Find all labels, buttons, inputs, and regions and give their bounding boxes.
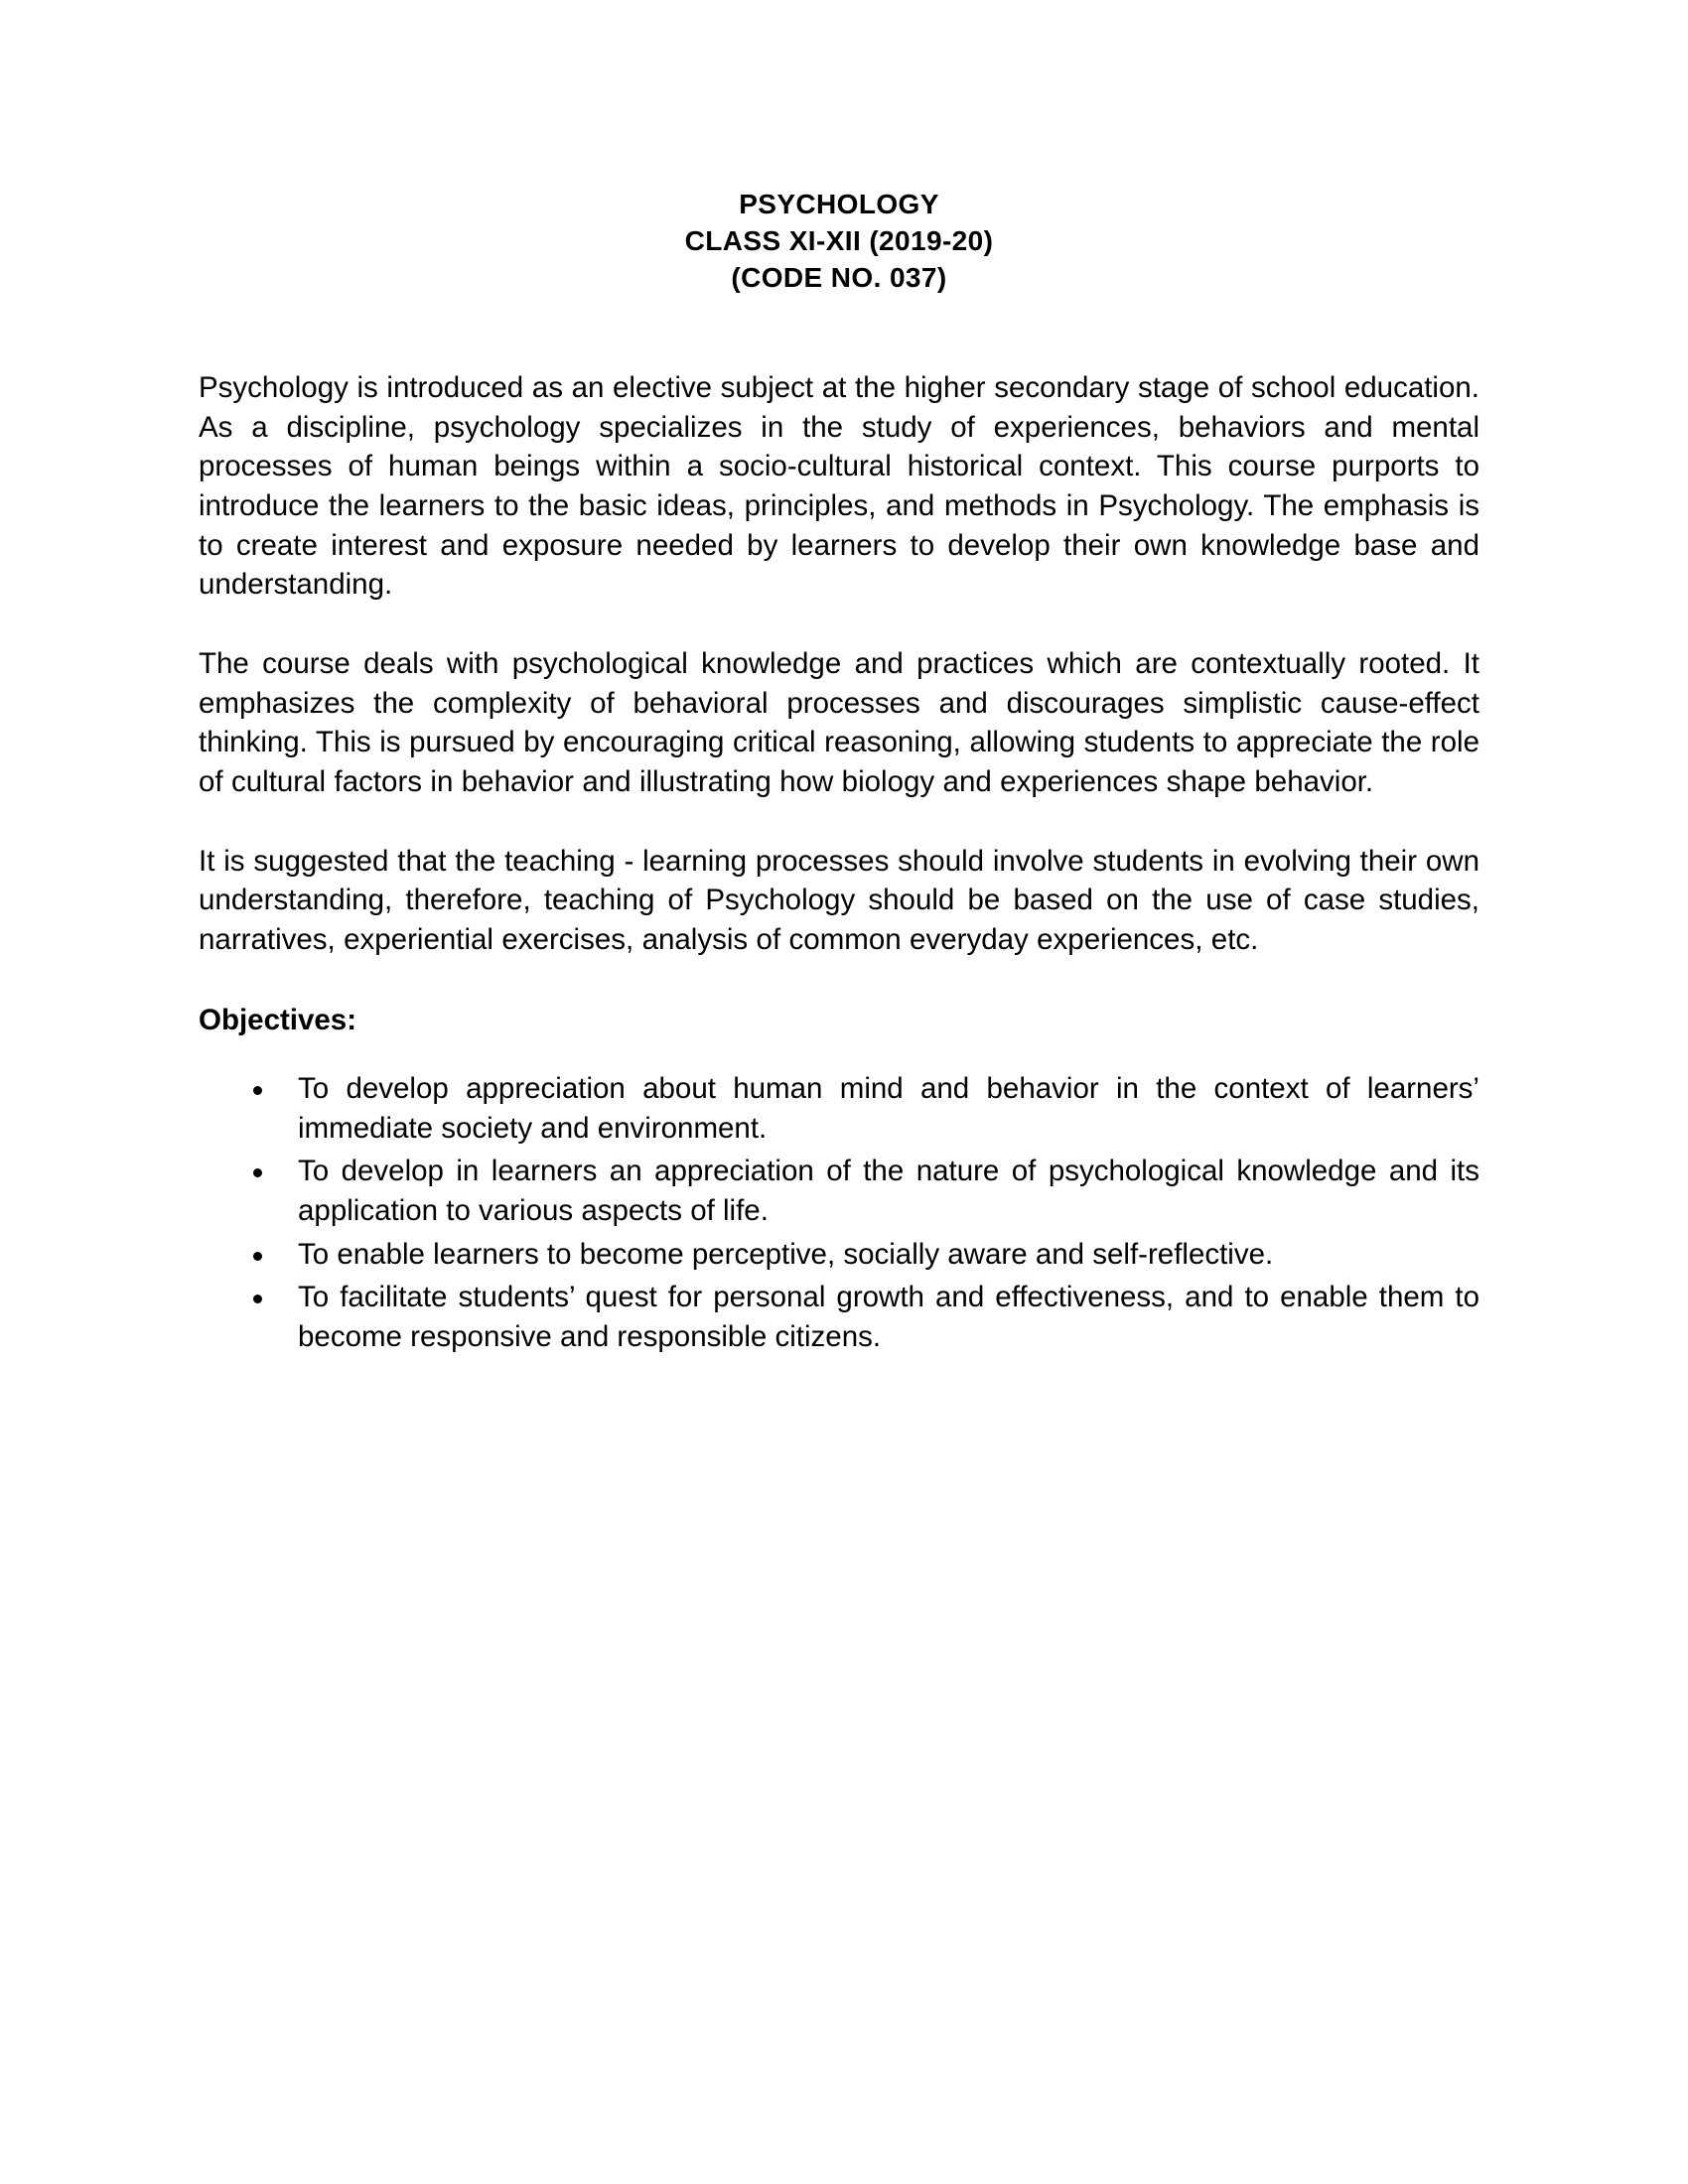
paragraph-1: Psychology is introduced as an elective subject at the higher secondary stage of school education. As a discipline, psychology specializes in the study of experiences, behaviors and mental processes of human beings within a socio-cultural historical context. This course purports to introduce the learners to the basic ideas, principles, and methods in Psychology. The emphasis is to create interest and exposure needed by learners to develop their own knowledge base and understanding. <box>199 370 1479 602</box>
title-class: CLASS XI-XII (2019-20) <box>684 224 994 256</box>
list-item <box>199 1152 1479 1230</box>
objectives-heading: Objectives: <box>199 1003 357 1036</box>
objectives-list <box>199 1069 1479 1357</box>
paragraph-2: The course deals with psychological knowledge and practices which are contextually rooted. It emphasizes the complexity of behavioral processes and discourages simplistic cause-effect thinking. This is pursued by encouraging critical reasoning, allowing students to appreciate the role of cultural factors in behavior and illustrating how biology and experiences shape behavior. <box>199 646 1479 798</box>
list-item <box>199 1069 1479 1148</box>
title-subject: PSYCHOLOGY <box>739 189 939 219</box>
list-item <box>199 1278 1479 1356</box>
document-header <box>199 0 1479 297</box>
objective-text: To enable learners to become perceptive, socially aware and self-reflective. <box>298 1237 1274 1271</box>
paragraph-3: It is suggested that the teaching - learning processes should involve students in evolving their own understanding, therefore, teaching of Psychology should be based on the use of case studies, narratives, experiential exercises, analysis of common everyday experiences, etc. <box>199 844 1479 956</box>
title-code: (CODE NO. 037) <box>731 261 947 293</box>
list-item <box>199 1235 1479 1275</box>
objective-text: To develop appreciation about human mind and behavior in the context of learners’ immediate society and environment. <box>298 1071 1479 1145</box>
objective-text: To facilitate students’ quest for personal growth and effectiveness, and to enable them to become responsive and responsible citizens. <box>298 1281 1479 1353</box>
objective-text: To develop in learners an appreciation of the nature of psychological knowledge and its application to various aspects of life. <box>298 1155 1479 1227</box>
intro-body <box>199 368 1479 960</box>
document-content <box>199 0 1479 1361</box>
